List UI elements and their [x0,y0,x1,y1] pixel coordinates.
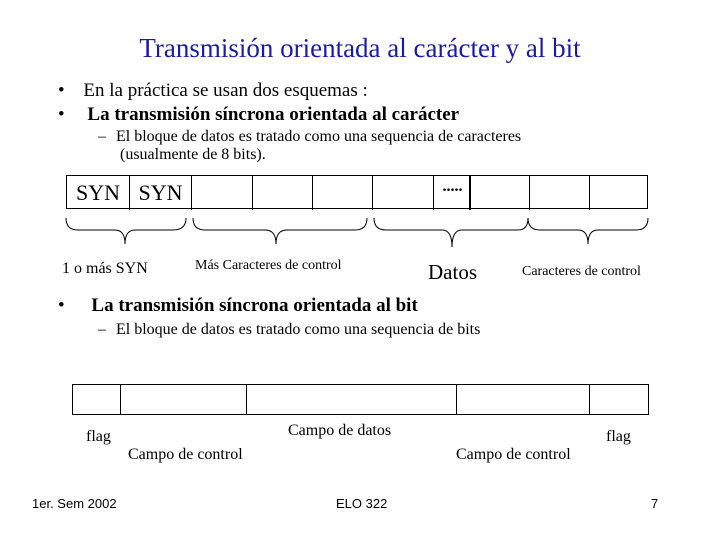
footer-page-number: 7 [651,496,659,511]
brace-syn [66,218,186,244]
bullet-marker: • [58,80,65,101]
bullet-3-text: La transmisión síncrona orientada al bit [91,295,418,316]
label-ctrl-right: Campo de control [456,446,571,463]
footer-course: ELO 322 [336,496,388,511]
bullet-3-sub-text: El bloque de datos es tratado como una sequencia de bits [116,321,481,338]
bullet-2-text: La transmisión síncrona orientada al carácter [87,104,460,125]
bullet-3 [58,295,418,317]
label-flag-left: flag [86,428,111,445]
ellipsis: ..... [442,178,463,195]
label-data: Datos [428,260,477,284]
bullet-1-text: En la práctica se usan dos esquemas : [83,80,368,101]
flag-field [73,385,121,415]
control-field [121,385,247,415]
label-data-field: Campo de datos [288,422,392,439]
label-flag-right: flag [606,428,631,445]
brace-more-ctrl [193,218,367,244]
bullet-marker: • [58,104,65,125]
control-field [457,385,590,415]
dash-marker: – [98,128,106,145]
syn-cell-2: SYN [130,176,192,210]
syn-cell-1: SYN [67,176,130,210]
flag-field [590,385,648,415]
label-syn: 1 o más SYN [62,260,148,277]
slide-title: Transmisión orientada al carácter y al bit [139,33,581,63]
brace-ctrl [528,218,648,244]
label-ctrl-left: Campo de control [128,446,243,463]
brace-data [374,218,528,247]
bullet-3-sub [98,321,480,339]
bullet-marker: • [58,295,65,316]
bit-frame [72,384,649,415]
dash-marker: – [98,321,106,338]
bullet-2-sub-line1: El bloque de datos es tratado como una sequencia de caracteres [116,128,522,145]
data-field [247,385,457,415]
bullet-2-sub-line2: (usualmente de 8 bits). [120,146,266,163]
label-ctrl-chars: Caracteres de control [522,264,641,279]
footer-semester: 1er. Sem 2002 [32,496,117,511]
label-more-ctrl: Más Caracteres de control [195,258,342,273]
